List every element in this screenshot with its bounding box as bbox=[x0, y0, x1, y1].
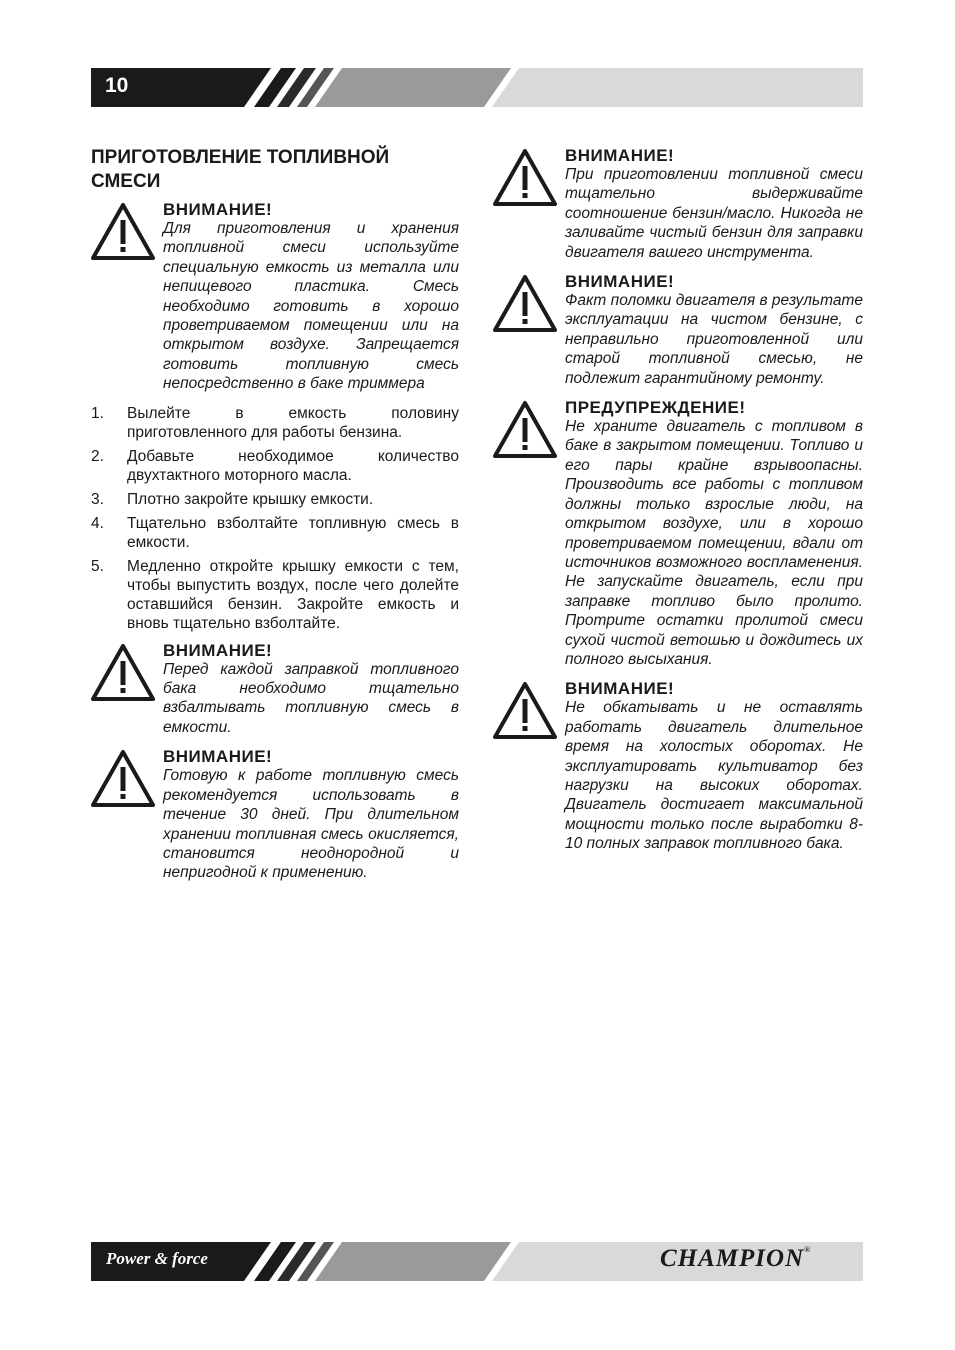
warning-triangle-icon bbox=[493, 681, 557, 739]
step-number: 1. bbox=[91, 404, 104, 422]
warning-text: Не обкатывать и не оставлять работать двигатель длительное время на холостых оборотах. Не эксплуатировать культиватор без нагрузки на высоких оборотах. Двигатель достигает максимальной мощности только после выработки 8-10 полных заправок топливного бака. bbox=[565, 699, 863, 853]
step-number: 4. bbox=[91, 514, 104, 532]
steps-list bbox=[91, 404, 459, 633]
brand-logo bbox=[660, 1245, 811, 1273]
warning-text: Готовую к работе топливную смесь рекомендуется использовать в течение 30 дней. При длительном хранении топливная смесь окисляется, становится неоднородной и непригодной к применению. bbox=[163, 767, 459, 882]
step-text: Медленно откройте крышку емкости с тем, чтобы выпустить воздух, после чего долейте оставшийся бензин. Закройте емкость и вновь тщательно взболтайте. bbox=[127, 557, 459, 632]
step-number: 5. bbox=[91, 557, 104, 575]
footer-tagline: Power & force bbox=[106, 1249, 208, 1268]
warning-text: Не храните двигатель с топливом в баке в закрытом помещении. Топливо и его пары крайне взрывоопасны. Производить все работы с топливом должны только взрослые люди, на открытом воздухе, или в хорошо проветриваемом помещении, вдали от источников возможного воспламенения. Не запускайте двигатель, если при заправке топливо было пролито. Протрите остатки пролитой смеси сухой чистой ветошью и дождитесь их полного высыхания. bbox=[565, 418, 863, 668]
warning-triangle-icon bbox=[91, 749, 155, 807]
warning-title: ВНИМАНИЕ! bbox=[163, 200, 273, 219]
warning-text: При приготовлении топливной смеси тщательно выдерживайте соотношение бензин/масло. Никогда не заливайте чистый бензин для заправки двигателя вашего инструмента. bbox=[565, 166, 863, 261]
warning-block bbox=[493, 272, 863, 388]
right-column bbox=[493, 146, 863, 864]
left-column bbox=[91, 146, 459, 893]
warning-text: Факт поломки двигателя в результате эксплуатации на чистом бензине, с неправильно приготовленной или старой топливной смесью, не подлежит гарантийному ремонту. bbox=[565, 292, 863, 387]
step-text: Тщательно взболтайте топливную смесь в емкости. bbox=[127, 514, 459, 551]
list-item bbox=[91, 490, 459, 509]
warning-block bbox=[493, 398, 863, 669]
warning-title: ВНИМАНИЕ! bbox=[163, 747, 273, 767]
warning-title: ПРЕДУПРЕЖДЕНИЕ! bbox=[565, 398, 746, 418]
warning-title: ВНИМАНИЕ! bbox=[565, 272, 675, 292]
registered-mark: ® bbox=[804, 1245, 812, 1254]
step-number: 3. bbox=[91, 490, 104, 508]
warning-block bbox=[91, 641, 459, 738]
list-item bbox=[91, 404, 459, 442]
step-number: 2. bbox=[91, 447, 104, 465]
header-band-graphic bbox=[91, 68, 863, 107]
warning-text: Для приготовления и хранения топливной смеси используйте специальную емкость из металла или непищевого пластика. Смесь необходимо готовить в хорошо проветриваемом помещении или на открытом воздухе. Запрещается готовить топливную смесь непосредственно в баке триммера bbox=[163, 220, 459, 393]
warning-triangle-icon bbox=[91, 643, 155, 701]
list-item bbox=[91, 557, 459, 633]
step-text: Плотно закройте крышку емкости. bbox=[127, 490, 374, 508]
list-item bbox=[91, 447, 459, 485]
list-item bbox=[91, 514, 459, 552]
warning-text: Перед каждой заправкой топливного бака необходимо тщательно взбалтывать топливную смесь в емкости. bbox=[163, 660, 459, 736]
warning-triangle-icon bbox=[493, 400, 557, 458]
step-text: Добавьте необходимое количество двухтактного моторного масла. bbox=[127, 447, 459, 484]
warning-block bbox=[493, 679, 863, 853]
warning-title: ВНИМАНИЕ! bbox=[565, 146, 675, 165]
step-text: Вылейте в емкость половину приготовленного для работы бензина. bbox=[127, 404, 459, 441]
warning-triangle-icon bbox=[493, 148, 557, 206]
warning-triangle-icon bbox=[493, 274, 557, 332]
header-band bbox=[91, 68, 863, 107]
warning-triangle-icon bbox=[91, 202, 155, 260]
section-title: ПРИГОТОВЛЕНИЕ ТОПЛИВНОЙ СМЕСИ bbox=[91, 147, 390, 192]
warning-title: ВНИМАНИЕ! bbox=[565, 679, 675, 699]
page-number: 10 bbox=[105, 74, 129, 97]
warning-block bbox=[493, 146, 863, 262]
warning-block bbox=[91, 200, 459, 394]
warning-title: ВНИМАНИЕ! bbox=[163, 640, 273, 660]
brand-name: CHAMPION bbox=[660, 1245, 805, 1272]
warning-block bbox=[91, 747, 459, 882]
